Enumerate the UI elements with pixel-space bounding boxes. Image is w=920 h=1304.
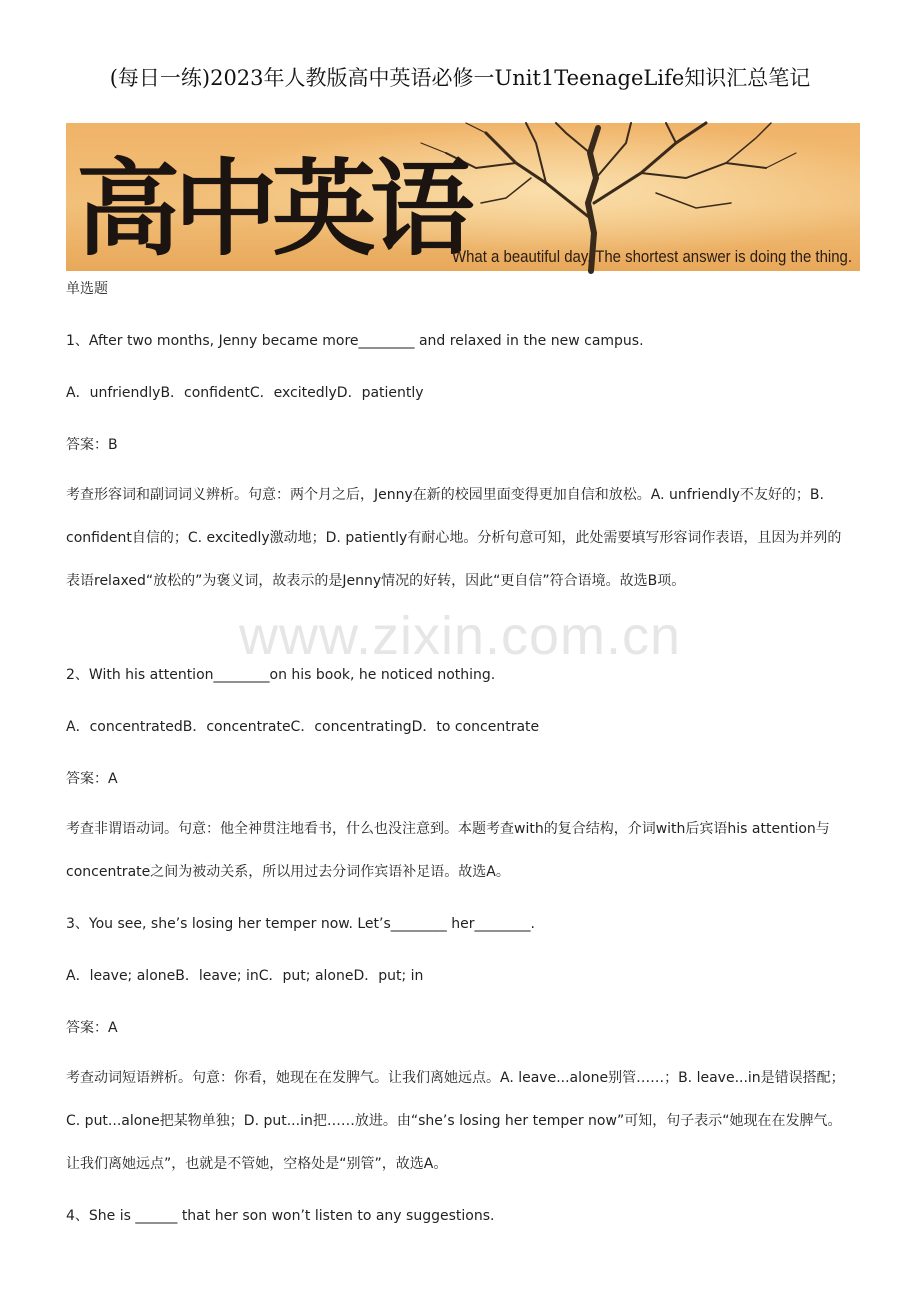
question-1-options: A．unfriendlyB．confidentC．excitedlyD．patiently (66, 385, 424, 401)
question-1-stem: 1、After two months, Jenny became more________ and relaxed in the new campus. (66, 333, 644, 349)
banner-heading: 高中英语 (76, 147, 469, 270)
question-3-options: A．leave; aloneB．leave; inC．put; aloneD．put; in (66, 968, 424, 984)
document-title: (每日一练)2023年人教版高中英语必修一Unit1TeenageLife知识汇总笔记 (109, 66, 811, 90)
question-2-answer: 答案：A (66, 771, 118, 787)
question-4-stem: 4、She is ______ that her son won’t listen to any suggestions. (66, 1208, 495, 1224)
watermark: www.zixin.com.cn (238, 606, 682, 666)
banner-tagline: What a beautiful day. The shortest answer is doing the thing. (452, 247, 852, 266)
question-3-stem: 3、You see, she’s losing her temper now. Let’s________ her________. (66, 916, 535, 932)
question-1-explanation: 考查形容词和副词词义辨析。句意：两个月之后，Jenny在新的校园里面变得更加自信和放松。A. unfriendly不友好的；B. confident自信的；C. excitedly激动地；D. patiently有耐心地。分析句意可知，此处需要填写形容词作表语，且因为并列的表语relaxed“放松的”为褒义词，故表示的是Jenny情况的好转，因此“更自信”符合语境。故选B项。 (66, 487, 842, 589)
question-2-options: A．concentratedB．concentrateC．concentratingD．to concentrate (66, 719, 540, 735)
question-2-stem: 2、With his attention________on his book, he noticed nothing. (66, 667, 496, 683)
question-2-explanation: 考查非谓语动词。句意：他全神贯注地看书，什么也没注意到。本题考查with的复合结构，介词with后宾语his attention与concentrate之间为被动关系，所以用过去分词作宾语补足语。故选A。 (66, 821, 830, 880)
banner-image (66, 123, 860, 271)
question-1-answer: 答案：B (66, 437, 118, 453)
question-3-answer: 答案：A (66, 1020, 118, 1036)
section-label: 单选题 (66, 281, 108, 297)
question-3-explanation: 考查动词短语辨析。句意：你看，她现在在发脾气。让我们离她远点。A. leave...alone别管……；B. leave...in是错误搭配；C. put...alone把某物单独；D. put...in把……放进。由“she’s losing her temper now”可知，句子表示“她现在在发脾气。让我们离她远点”，也就是不管她，空格处是“别管”，故选A。 (66, 1070, 845, 1172)
